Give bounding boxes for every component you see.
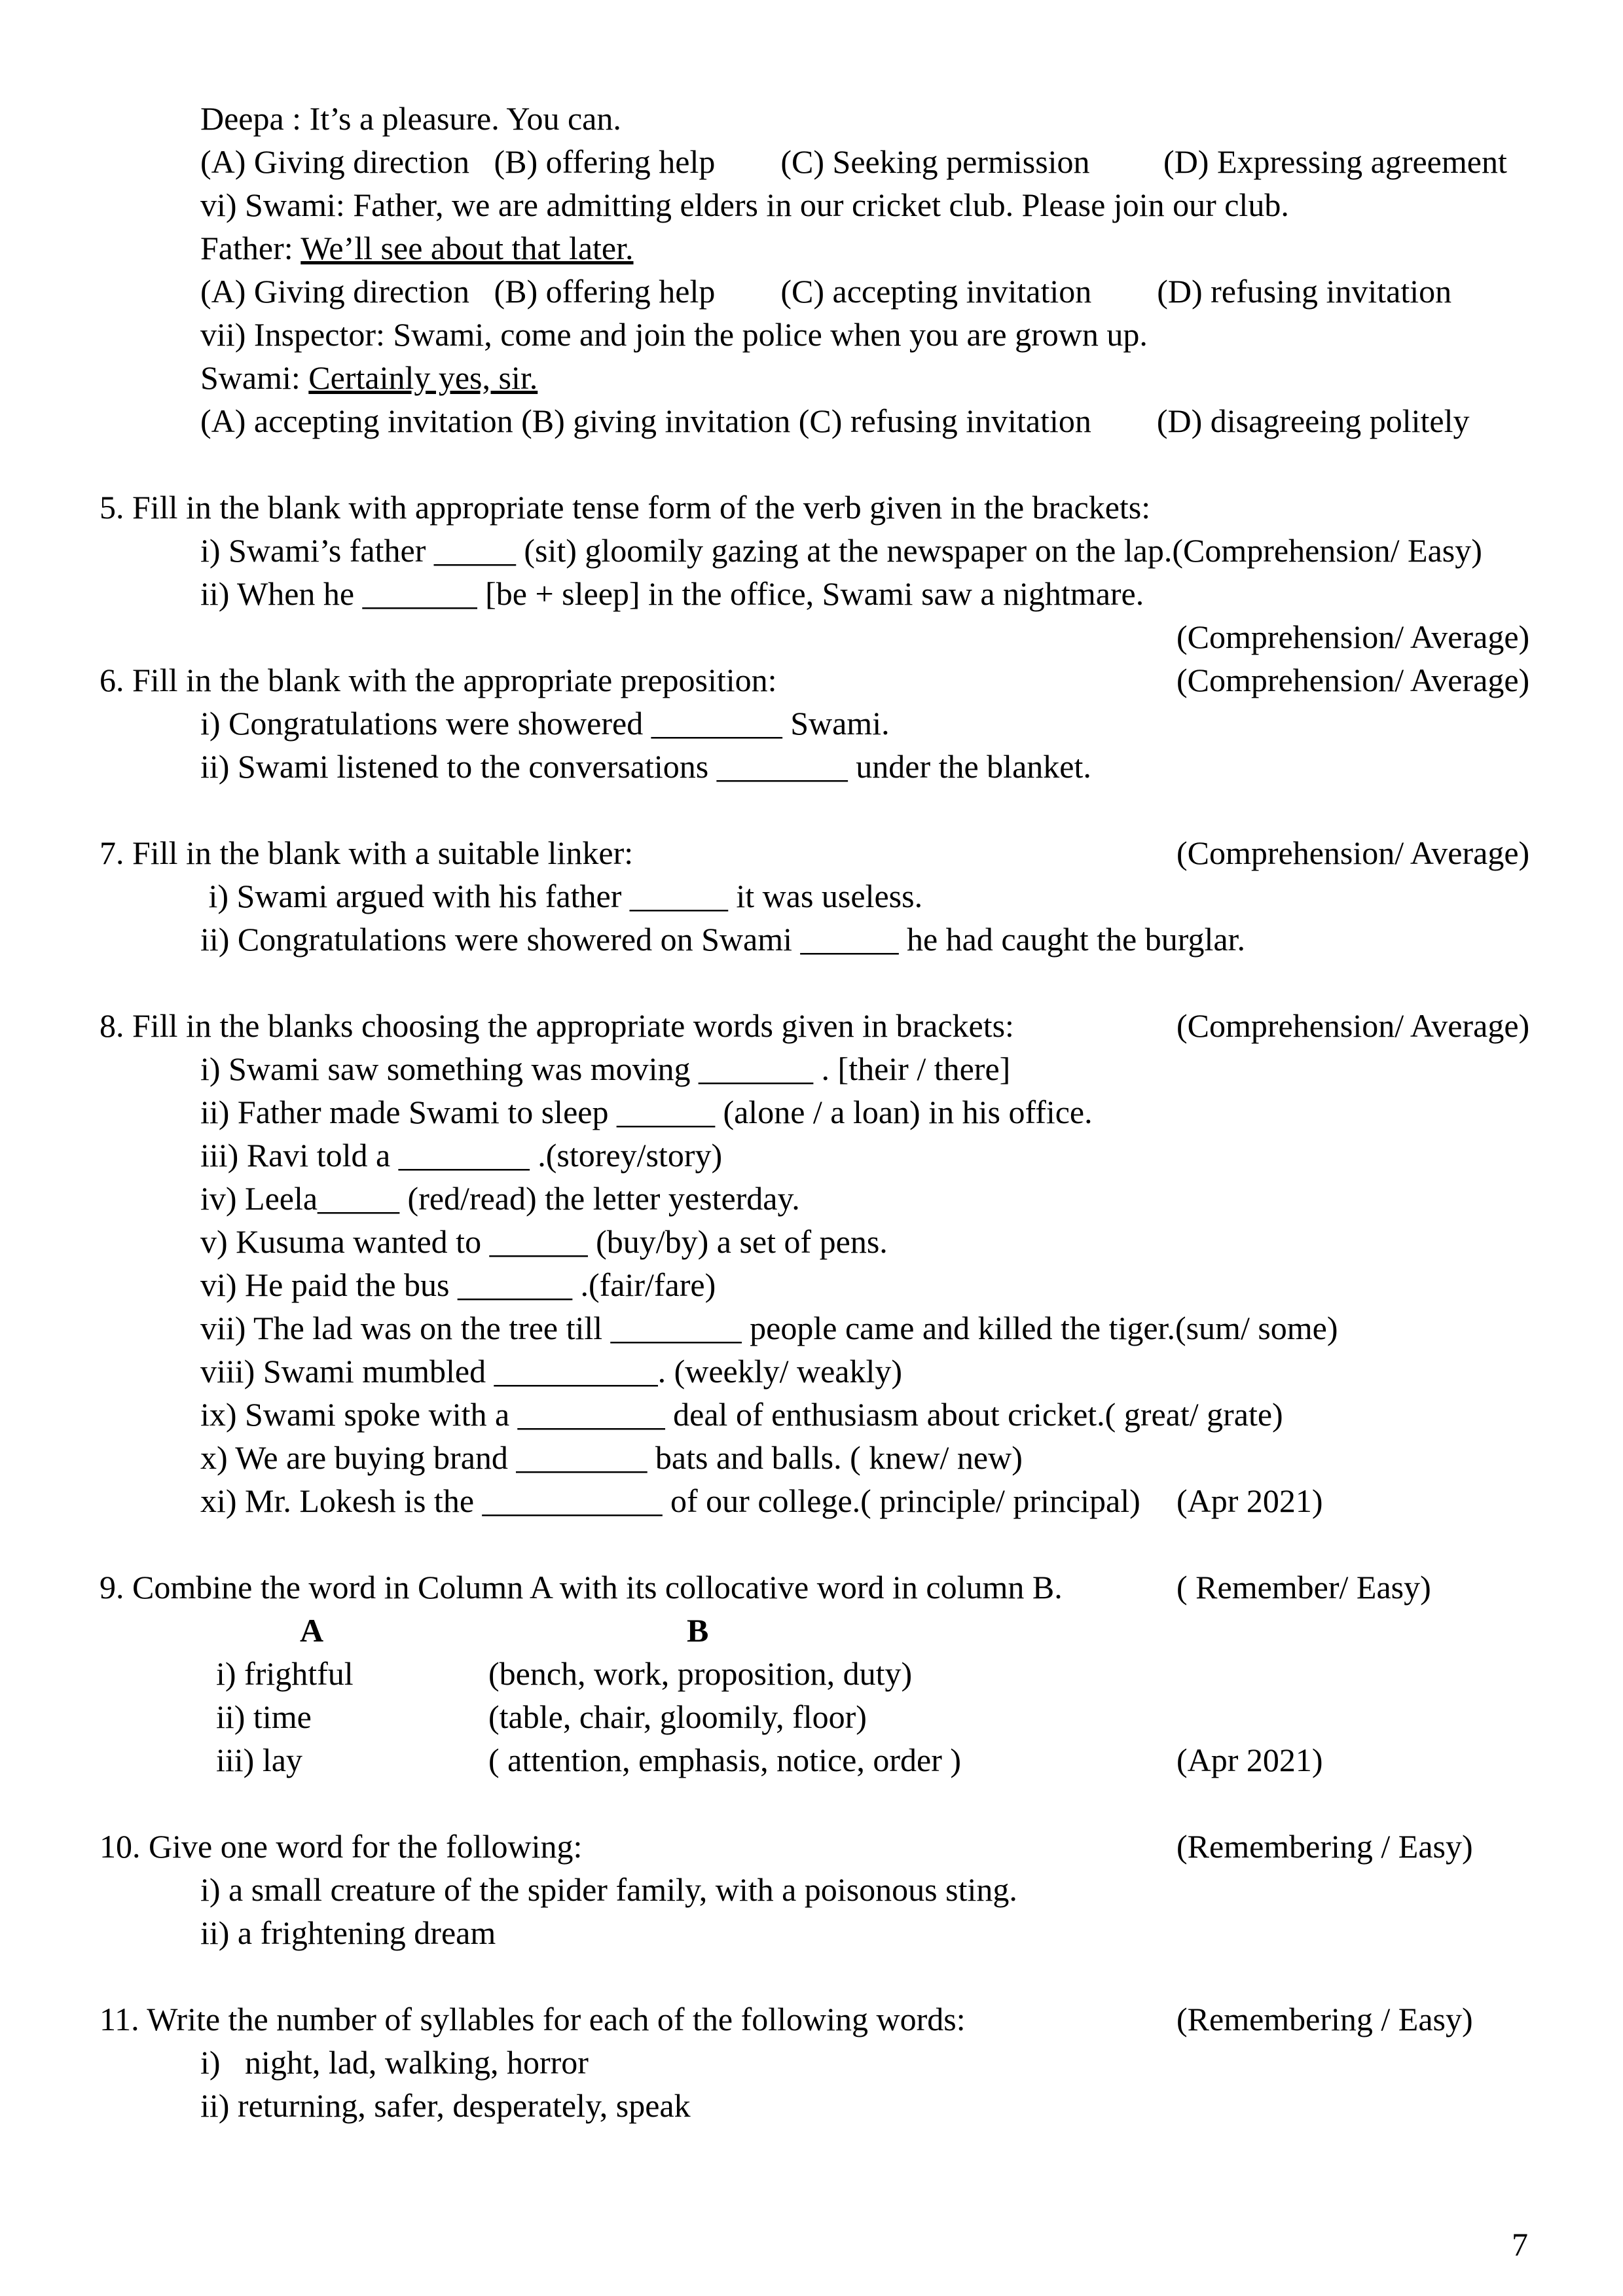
text-segment: vi) Swami: Father, we are admitting elders in our cricket club. Please join our club. bbox=[200, 187, 1289, 223]
question-item bbox=[0, 1177, 1519, 1220]
column-b-cell: (bench, work, proposition, duty) bbox=[488, 1655, 913, 1692]
dialogue-line bbox=[0, 313, 1519, 356]
annotation-note: (Comprehension/ Average) bbox=[1176, 1007, 1530, 1044]
document-body bbox=[0, 97, 1530, 2127]
question-item bbox=[0, 1350, 1519, 1393]
question-item bbox=[0, 918, 1519, 961]
text-segment: i) Swami saw something was moving _______ . [their / there] bbox=[200, 1050, 1011, 1087]
options-line bbox=[0, 399, 1519, 442]
text-segment: (A) Giving direction (B) offering help (C) Seeking permission (D) Expressing agreement bbox=[200, 143, 1507, 180]
blank-line bbox=[0, 1782, 1519, 1825]
question-item bbox=[0, 1393, 1519, 1436]
text-segment: (A) Giving direction (B) offering help (C) accepting invitation (D) refusing invitation bbox=[200, 273, 1452, 310]
text-segment: 11. Write the number of syllables for each of the following words: bbox=[100, 2001, 966, 2037]
text-segment: ii) Congratulations were showered on Swami ______ he had caught the burglar. bbox=[200, 921, 1245, 958]
text-segment: ii) returning, safer, desperately, speak bbox=[200, 2087, 691, 2124]
text-segment: We’ll see about that later. bbox=[301, 230, 634, 266]
options-line bbox=[0, 140, 1519, 183]
question-item bbox=[0, 1479, 1519, 1522]
text-segment: 5. Fill in the blank with appropriate tense form of the verb given in the brackets: bbox=[100, 489, 1151, 526]
question-heading bbox=[0, 1998, 1519, 2041]
column-b-cell: ( attention, emphasis, notice, order ) bbox=[488, 1742, 961, 1778]
question-heading bbox=[0, 658, 1530, 702]
question-item bbox=[0, 1263, 1519, 1306]
blank-line bbox=[0, 961, 1519, 1004]
question-item bbox=[0, 1911, 1519, 1954]
question-item bbox=[0, 1220, 1519, 1263]
text-segment: i) Swami’s father _____ (sit) gloomily gazing at the newspaper on the lap.(Comprehension/ Easy) bbox=[200, 532, 1482, 569]
blank-line bbox=[0, 788, 1519, 831]
text-segment: iv) Leela_____ (red/read) the letter yesterday. bbox=[200, 1180, 800, 1217]
table-header-row bbox=[0, 1609, 1519, 1652]
text-segment: vii) Inspector: Swami, come and join the police when you are grown up. bbox=[200, 316, 1148, 353]
text-segment: 8. Fill in the blanks choosing the appropriate words given in brackets: bbox=[100, 1007, 1014, 1044]
text-segment: xi) Mr. Lokesh is the ___________ of our college.( principle/ principal) bbox=[200, 1482, 1140, 1519]
text-segment: Deepa : It’s a pleasure. You can. bbox=[200, 100, 621, 137]
text-segment: ii) When he _______ [be + sleep] in the office, Swami saw a nightmare. bbox=[200, 575, 1144, 612]
text-segment: ix) Swami spoke with a _________ deal of enthusiasm about cricket.( great/ grate) bbox=[200, 1396, 1283, 1433]
text-segment: Swami: bbox=[200, 359, 309, 396]
question-heading bbox=[0, 486, 1519, 529]
dialogue-line bbox=[0, 97, 1519, 140]
table-row bbox=[0, 1652, 1519, 1695]
text-segment: i) a small creature of the spider family, with a poisonous sting. bbox=[200, 1871, 1017, 1908]
text-segment: ii) Father made Swami to sleep ______ (alone / a loan) in his office. bbox=[200, 1094, 1093, 1130]
table-row bbox=[0, 1738, 1519, 1782]
question-heading bbox=[0, 831, 1530, 874]
column-b-cell: (table, chair, gloomily, floor) bbox=[488, 1698, 867, 1735]
column-a-cell: iii) lay bbox=[216, 1742, 302, 1778]
text-segment: (A) accepting invitation (B) giving invitation (C) refusing invitation (D) disagreeing politely bbox=[200, 403, 1470, 439]
text-segment: 7. Fill in the blank with a suitable linker: bbox=[100, 834, 634, 871]
question-item bbox=[0, 529, 1519, 572]
dialogue-line bbox=[0, 356, 1519, 399]
annotation-note: (Remembering / Easy) bbox=[1176, 2001, 1473, 2037]
text-segment: v) Kusuma wanted to ______ (buy/by) a set of pens. bbox=[200, 1223, 888, 1260]
annotation-note: (Remembering / Easy) bbox=[1176, 1828, 1473, 1865]
annotation-note: (Apr 2021) bbox=[1176, 1482, 1323, 1519]
text-segment: Certainly yes, sir. bbox=[308, 359, 538, 396]
table-row bbox=[0, 1695, 1519, 1738]
question-item bbox=[0, 572, 1519, 615]
question-item bbox=[0, 1047, 1519, 1090]
annotation-note: (Comprehension/ Average) bbox=[1176, 662, 1530, 698]
page-number: 7 bbox=[1512, 2226, 1528, 2263]
text-segment: 9. Combine the word in Column A with its collocative word in column B. bbox=[100, 1569, 1063, 1605]
year-note: (Apr 2021) bbox=[1176, 1742, 1323, 1778]
dialogue-line bbox=[0, 226, 1519, 270]
text-segment: viii) Swami mumbled __________. (weekly/ weakly) bbox=[200, 1353, 903, 1390]
text-segment: vii) The lad was on the tree till ________ people came and killed the tiger.(sum/ some) bbox=[200, 1310, 1338, 1346]
question-item bbox=[0, 1868, 1519, 1911]
text-segment: i) Swami argued with his father ______ it was useless. bbox=[200, 878, 923, 914]
text-segment: ii) a frightening dream bbox=[200, 1914, 496, 1951]
question-item bbox=[0, 2084, 1519, 2127]
annotation-note: ( Remember/ Easy) bbox=[1176, 1569, 1431, 1605]
question-item bbox=[0, 1090, 1519, 1134]
annotation-note: (Comprehension/ Average) bbox=[1176, 619, 1530, 655]
question-item bbox=[0, 874, 1519, 918]
text-segment: 6. Fill in the blank with the appropriate preposition: bbox=[100, 662, 777, 698]
text-segment: vi) He paid the bus _______ .(fair/fare) bbox=[200, 1266, 716, 1303]
question-item bbox=[0, 1134, 1519, 1177]
question-heading bbox=[0, 1566, 1519, 1609]
blank-line bbox=[0, 1954, 1519, 1998]
column-b-header: B bbox=[687, 1612, 709, 1649]
question-item bbox=[0, 745, 1519, 788]
text-segment: ii) Swami listened to the conversations ________ under the blanket. bbox=[200, 748, 1091, 785]
question-item bbox=[0, 1306, 1519, 1350]
dialogue-line bbox=[0, 183, 1519, 226]
annotation-line bbox=[0, 615, 1530, 658]
blank-line bbox=[0, 442, 1519, 486]
text-segment: 10. Give one word for the following: bbox=[100, 1828, 583, 1865]
column-a-header: A bbox=[300, 1612, 324, 1649]
question-heading bbox=[0, 1825, 1519, 1868]
question-item bbox=[0, 2041, 1519, 2084]
question-item bbox=[0, 1436, 1519, 1479]
blank-line bbox=[0, 1522, 1519, 1566]
options-line bbox=[0, 270, 1519, 313]
text-segment: x) We are buying brand ________ bats and balls. ( knew/ new) bbox=[200, 1439, 1023, 1476]
question-item bbox=[0, 702, 1519, 745]
question-heading bbox=[0, 1004, 1530, 1047]
column-a-cell: i) frightful bbox=[216, 1655, 354, 1692]
text-segment: iii) Ravi told a ________ .(storey/story) bbox=[200, 1137, 723, 1174]
text-segment: i) night, lad, walking, horror bbox=[200, 2044, 589, 2081]
column-a-cell: ii) time bbox=[216, 1698, 312, 1735]
annotation-note: (Comprehension/ Average) bbox=[1176, 834, 1530, 871]
text-segment: Father: bbox=[200, 230, 301, 266]
text-segment: i) Congratulations were showered ________ Swami. bbox=[200, 705, 890, 742]
